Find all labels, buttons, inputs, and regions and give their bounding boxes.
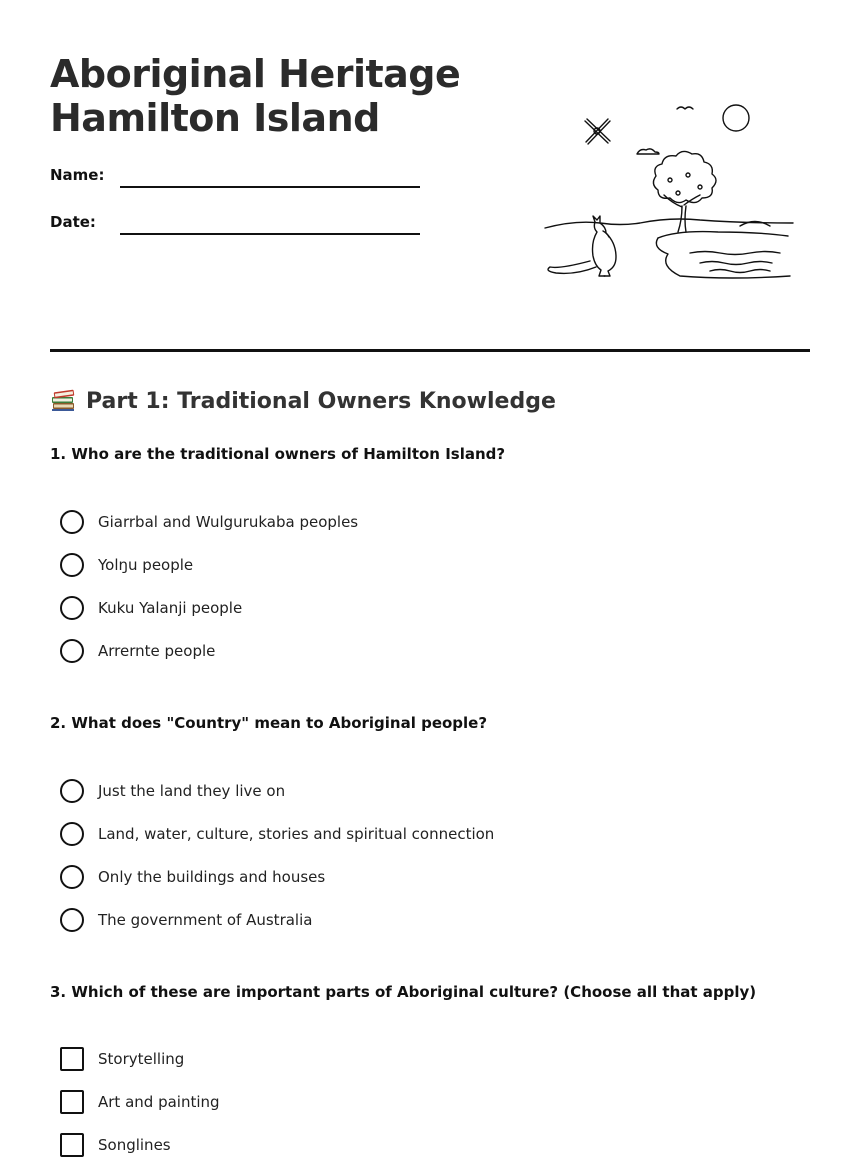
option-label: Yolŋu people <box>98 556 194 574</box>
radio-button[interactable] <box>60 639 84 663</box>
option-label: Storytelling <box>98 1050 185 1068</box>
date-label: Date: <box>50 213 96 231</box>
title-line-1: Aboriginal Heritage <box>50 52 461 96</box>
radio-button[interactable] <box>60 779 84 803</box>
question-3-option-3[interactable] <box>60 1132 171 1158</box>
date-input-line[interactable] <box>120 233 420 235</box>
radio-button[interactable] <box>60 908 84 932</box>
radio-button[interactable] <box>60 596 84 620</box>
question-1: 1. Who are the traditional owners of Hamilton Island? <box>50 445 506 463</box>
question-1-option-3[interactable] <box>60 595 242 621</box>
question-3-option-2[interactable] <box>60 1089 220 1115</box>
books-icon <box>50 388 76 414</box>
checkbox[interactable] <box>60 1133 84 1157</box>
outback-kangaroo-landscape-illustration <box>540 95 800 285</box>
option-label: Land, water, culture, stories and spiritual connection <box>98 825 495 843</box>
question-2-option-4[interactable] <box>60 907 312 933</box>
option-label: Only the buildings and houses <box>98 868 326 886</box>
bird-icon <box>677 107 693 109</box>
part1-heading <box>50 388 556 414</box>
cross-sticks-icon <box>585 119 610 144</box>
name-input-line[interactable] <box>120 186 420 188</box>
option-label: Songlines <box>98 1136 171 1154</box>
option-label: Just the land they live on <box>98 782 286 800</box>
option-label: Kuku Yalanji people <box>98 599 243 617</box>
radio-button[interactable] <box>60 510 84 534</box>
cloud-icon <box>637 149 659 154</box>
question-2-option-2[interactable] <box>60 821 494 847</box>
question-2: 2. What does "Country" mean to Aboriginal people? <box>50 714 488 732</box>
question-2-option-1[interactable] <box>60 778 285 804</box>
title-line-2: Hamilton Island <box>50 96 380 140</box>
question-1-option-4[interactable] <box>60 638 215 664</box>
question-1-option-2[interactable] <box>60 552 193 578</box>
option-label: Giarrbal and Wulgurukaba peoples <box>98 513 359 531</box>
question-3-option-1[interactable] <box>60 1046 184 1072</box>
radio-button[interactable] <box>60 553 84 577</box>
radio-button[interactable] <box>60 822 84 846</box>
question-2-option-3[interactable] <box>60 864 325 890</box>
checkbox[interactable] <box>60 1047 84 1071</box>
horizon-line <box>545 219 793 228</box>
worksheet-title <box>50 52 460 140</box>
part1-heading-text: Part 1: Traditional Owners Knowledge <box>86 388 556 414</box>
water-icon <box>656 232 790 278</box>
checkbox[interactable] <box>60 1090 84 1114</box>
option-label: Arrernte people <box>98 642 216 660</box>
option-label: Art and painting <box>98 1093 220 1111</box>
name-label: Name: <box>50 166 105 184</box>
option-label: The government of Australia <box>98 911 313 929</box>
question-1-option-1[interactable] <box>60 509 358 535</box>
radio-button[interactable] <box>60 865 84 889</box>
question-3: 3. Which of these are important parts of Aboriginal culture? (Choose all that apply) <box>50 983 757 1001</box>
section-divider <box>50 349 810 352</box>
sun-icon <box>723 105 749 131</box>
